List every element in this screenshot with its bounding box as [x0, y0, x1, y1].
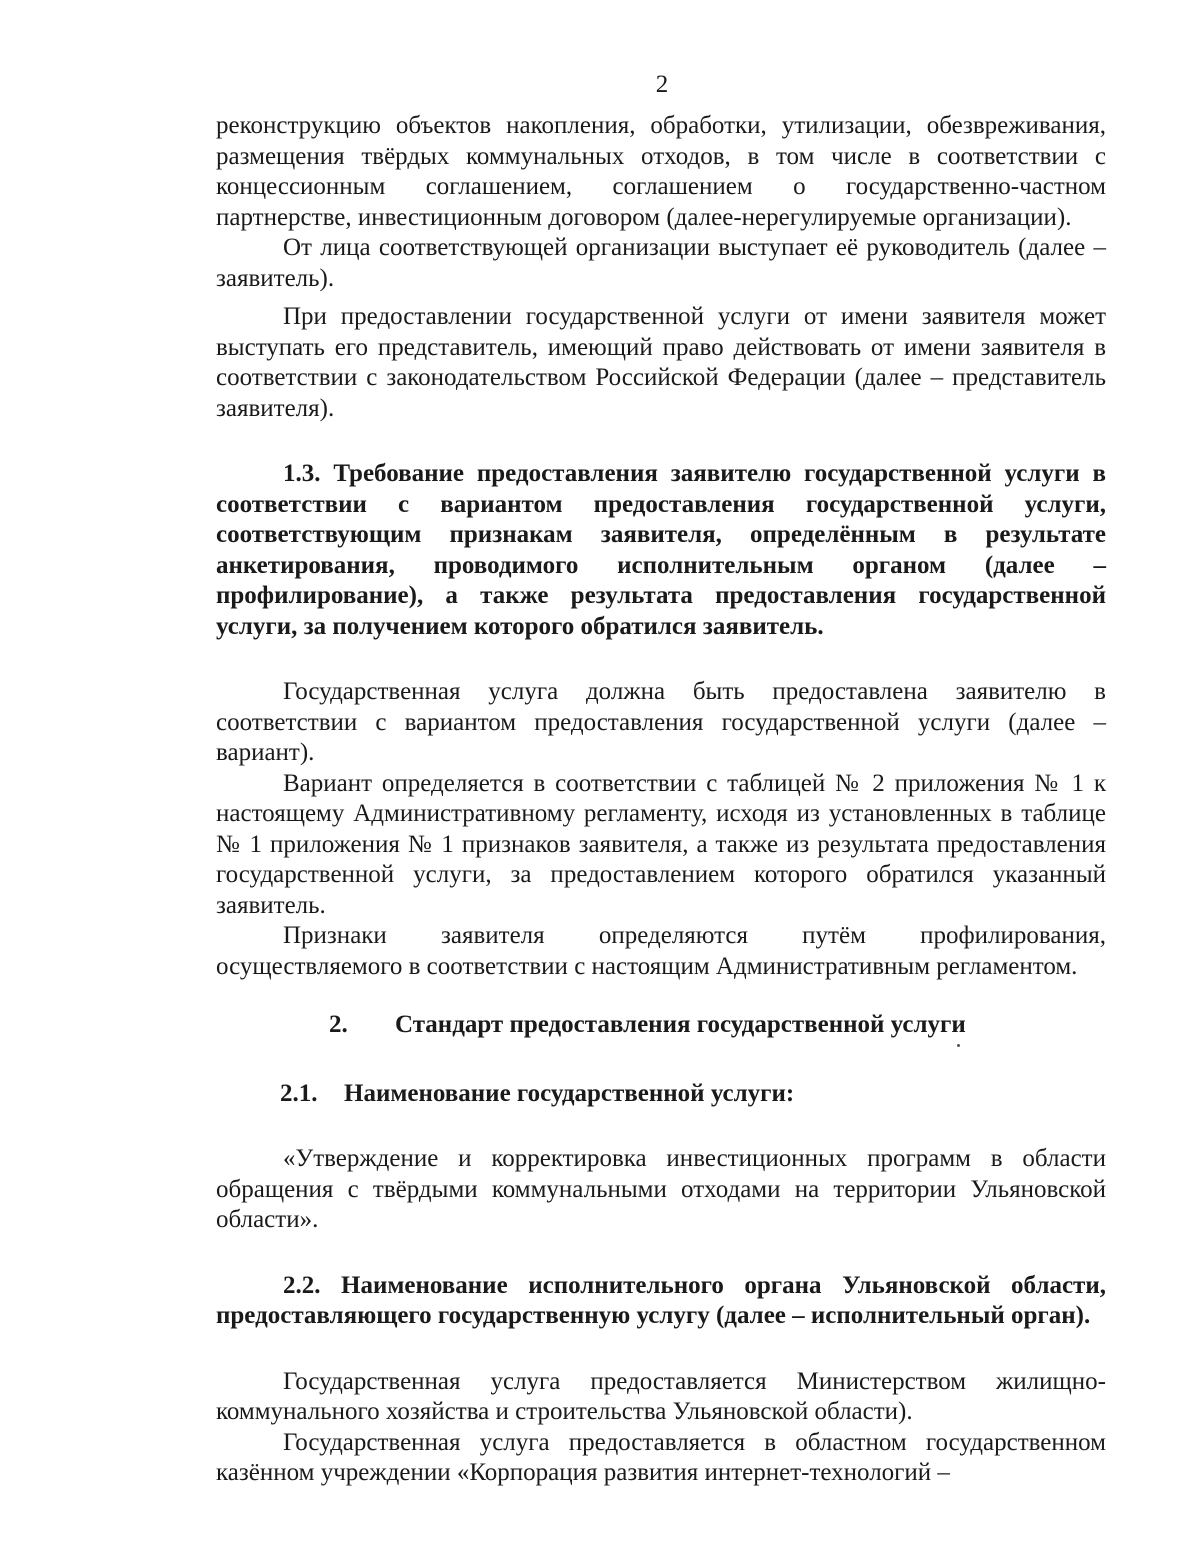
document-body [216, 111, 1106, 1489]
paragraph-applicant: От лица соответствующей организации выступает её руководитель (далее – заявитель). [216, 234, 1106, 292]
section-2-1-heading [216, 1079, 1106, 1110]
paragraph-continuation: реконструкцию объектов накопления, обработки, утилизации, обезвреживания, размещения твёрдых коммунальных отходов, в том числе в соответствии с концессионным соглашением, соглашением о государственно-частном партнерстве, инвестиционным договором (далее-нерегулируемые организации). [216, 112, 1106, 231]
heading-1-3: 1.3. Требование предоставления заявителю государственной услуги в соответствии с вариантом предоставления государственной услуги, соответствующим признакам заявителя, определённым в результате анкетирования, проводимого исполнительным органом (далее – профилирование), а также результата предоставления государственной услуги, за получением которого обратился заявитель. [216, 460, 1106, 640]
paragraph-variant-definition: Вариант определяется в соответствии с таблицей № 2 приложения № 1 к настоящему Административному регламенту, исходя из установленных в таблице № 1 приложения № 1 признаков заявителя, а также из результата предоставления государственной услуги, за предоставлением которого обратился указанный заявитель. [216, 769, 1106, 919]
heading-2-2: 2.2. Наименование исполнительного органа Ульяновской области, предоставляющего государственную услугу (далее – исполнительный орган). [216, 1271, 1106, 1329]
paragraph-representative: При предоставлении государственной услуги от имени заявителя может выступать его представитель, имеющий право действовать от имени заявителя в соответствии с законодательством Российской Федерации (далее – представитель заявителя). [216, 303, 1106, 422]
section-2-heading [216, 1010, 1106, 1041]
paragraph-service-name: «Утверждение и корректировка инвестиционных программ в области обращения с твёрдыми коммунальными отходами на территории Ульяновской области». [216, 1145, 1106, 1233]
section-2-1-title: Наименование государственной услуги: [344, 1079, 795, 1107]
paragraph-institution: Государственная услуга предоставляется в областном государственном казённом учреждении «Корпорация развития интернет-технологий – [216, 1428, 1106, 1486]
paragraph-applicant-signs: Признаки заявителя определяются путём профилирования, осуществляемого в соответствии с настоящим Административным регламентом. [216, 922, 1106, 980]
scan-speck [957, 1044, 960, 1047]
section-2-title: Стандарт предоставления государственной услуги [395, 1011, 966, 1038]
section-2-number: 2. [329, 1011, 348, 1038]
page-number: 2 [655, 71, 669, 98]
paragraph-variant: Государственная услуга должна быть предоставлена заявителю в соответствии с вариантом предоставления государственной услуги (далее – вариант). [216, 678, 1106, 766]
section-2-1-number: 2.1. [280, 1079, 318, 1107]
paragraph-ministry: Государственная услуга предоставляется Министерством жилищно-коммунального хозяйства и строительства Ульяновской области). [216, 1367, 1106, 1425]
